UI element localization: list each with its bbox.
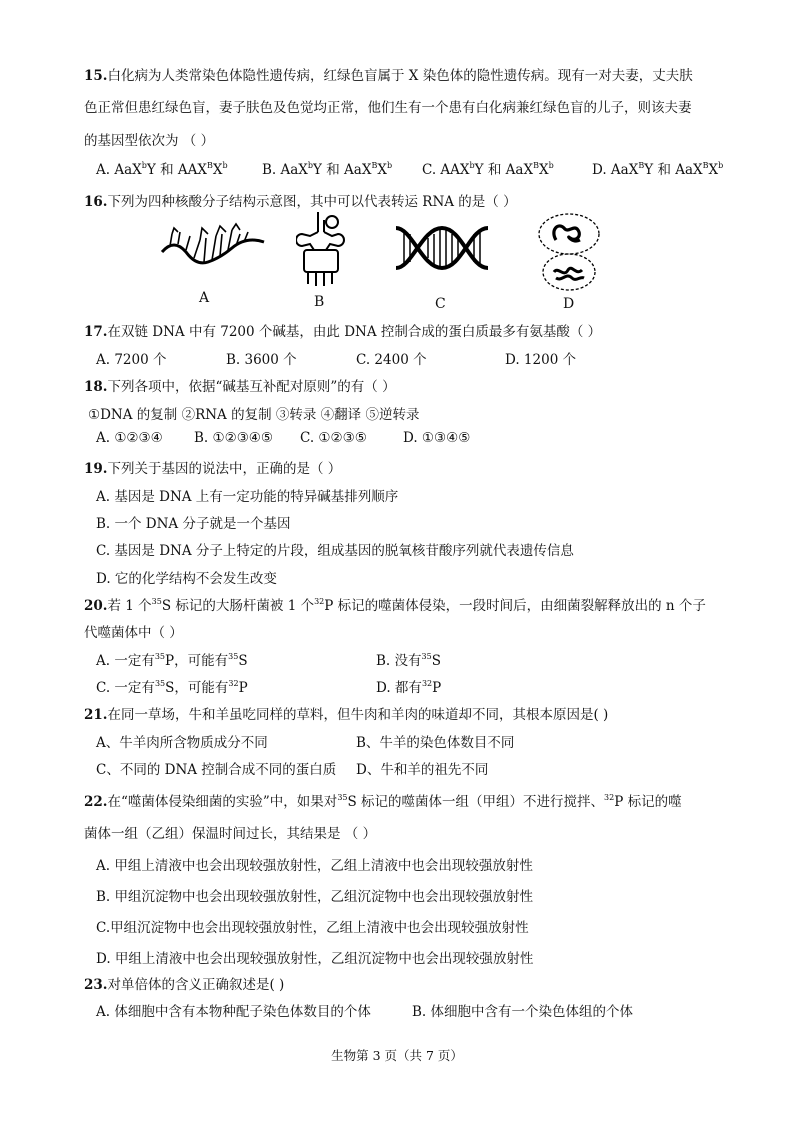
q18-option-d[interactable]: D. ①③④⑤ (403, 430, 471, 446)
q22-option-b[interactable]: B. 甲组沉淀物中也会出现较强放射性，乙组沉淀物中也会出现较强放射性 (96, 889, 534, 905)
q15-option-b[interactable]: B. AaX$^b$Y 和 $AaX^BX^b$ (262, 161, 393, 178)
q18-option-c[interactable]: C. ①②③⑤ (300, 430, 367, 446)
q17-option-c[interactable]: C. 2400 个 (356, 352, 427, 368)
q17-option-b[interactable]: B. 3600 个 (226, 352, 297, 368)
q22-option-d[interactable]: D. 甲组上清液中也会出现较强放射性，乙组沉淀物中也会出现较强放射性 (96, 951, 534, 967)
q21-option-c[interactable]: C、不同的 DNA 控制合成不同的蛋白质 (96, 762, 337, 778)
q21-option-b[interactable]: B、牛羊的染色体数目不同 (356, 735, 515, 751)
q16-number: 16. (84, 194, 108, 210)
dna-helix-figure-c[interactable] (394, 222, 490, 274)
q20-line1: 20.若 1 个$^{35}$S 标记的大肠杆菌被 1 个$^{32}$P 标记的噬菌体侵染，一段时间后，由细菌裂解释放出的 n 个子 (84, 597, 706, 614)
q19-option-c[interactable]: C. 基因是 DNA 分子上特定的片段，组成基因的脱氧核苷酸序列就代表遗传信息 (96, 543, 574, 559)
q16-line (84, 190, 517, 210)
q23-option-a[interactable]: A. 体细胞中含有本物种配子染色体数目的个体 (96, 1004, 371, 1020)
q23-text: 对单倍体的含义正确叙述是( ) (107, 977, 285, 993)
q17-option-d[interactable]: D. 1200 个 (505, 352, 577, 368)
q15-number: 15. (84, 68, 108, 84)
q20-option-a[interactable]: A. 一定有$^{35}$P，可能有$^{35}$S (96, 652, 248, 669)
q18-line (84, 375, 396, 395)
q19-line (84, 457, 341, 477)
q21-option-d[interactable]: D、牛和羊的祖先不同 (356, 762, 489, 778)
q22-option-a[interactable]: A. 甲组上清液中也会出现较强放射性，乙组上清液中也会出现较强放射性 (96, 858, 533, 874)
nucleic-acid-figure-d[interactable] (536, 212, 602, 296)
q19-number: 19. (84, 461, 108, 477)
figure-c-caption: C (435, 296, 446, 312)
q15-text: 白化病为人类常染色体隐性遗传病，红绿色盲属于 X 染色体的隐性遗传病。现有一对夫妻，丈夫肤 (107, 68, 693, 84)
q19-text: 下列关于基因的说法中，正确的是（ ） (107, 461, 342, 477)
q20-line2: 代噬菌体中（ ） (84, 625, 183, 641)
q21-line (84, 703, 608, 723)
figure-d-caption: D (563, 296, 575, 312)
q16-text: 下列为四种核酸分子结构示意图，其中可以代表转运 RNA 的是（ ） (107, 194, 517, 210)
q19-option-d[interactable]: D. 它的化学结构不会发生改变 (96, 571, 277, 587)
figure-b-caption: B (314, 294, 325, 310)
q21-option-a[interactable]: A、牛羊肉所含物质成分不同 (96, 735, 268, 751)
q21-number: 21. (84, 707, 108, 723)
q22-line2: 菌体一组（乙组）保温时间过长，其结果是 （ ） (84, 826, 377, 842)
q22-option-c[interactable]: C.甲组沉淀物中也会出现较强放射性，乙组上清液中也会出现较强放射性 (96, 920, 529, 936)
q17-text: 在双链 DNA 中有 7200 个碱基，由此 DNA 控制合成的蛋白质最多有氨基酸（ ） (107, 324, 602, 340)
q20-number: 20. (84, 598, 108, 614)
q17-option-a[interactable]: A. 7200 个 (96, 352, 167, 368)
page-footer: 生物第 3 页（共 7 页） (331, 1048, 463, 1063)
figure-a-caption: A (199, 290, 210, 306)
q23-line (84, 973, 284, 993)
q20-option-c[interactable]: C. 一定有$^{35}$S，可能有$^{32}$P (96, 679, 248, 696)
q19-option-a[interactable]: A. 基因是 DNA 上有一定功能的特异碱基排列顺序 (96, 489, 399, 505)
q22-line1: 22.在“噬菌体侵染细菌的实验”中，如果对$^{35}$S 标记的噬菌体一组（甲组）不进行搅拌、$^{32}$P 标记的噬 (84, 793, 682, 810)
q15-option-d[interactable]: D. AaX$^B$Y 和 $AaX^BX^b$ (592, 161, 724, 178)
q23-number: 23. (84, 977, 108, 993)
q18-items: ①DNA 的复制 ②RNA 的复制 ③转录 ④翻译 ⑤逆转录 (88, 407, 420, 423)
q22-number: 22. (84, 794, 108, 810)
nucleic-acid-figure-a[interactable] (160, 222, 268, 274)
q15-line2: 色正常但患红绿色盲，妻子肤色及色觉均正常，他们生有一个患有白化病兼红绿色盲的儿子，则该夫妻 (84, 100, 692, 116)
q18-text: 下列各项中，依据“碱基互补配对原则”的有（ ） (107, 379, 396, 395)
trna-figure-b[interactable] (296, 210, 346, 292)
q18-option-a[interactable]: A. ①②③④ (96, 430, 163, 446)
q15-line1 (84, 64, 693, 84)
q15-option-c[interactable]: C. AAX$^b$Y 和 $AaX^BX^b$ (422, 161, 554, 178)
q18-number: 18. (84, 379, 108, 395)
q17-number: 17. (84, 324, 108, 340)
q15-line3: 的基因型依次为 （ ） (84, 133, 215, 149)
q23-option-b[interactable]: B. 体细胞中含有一个染色体组的个体 (412, 1004, 634, 1020)
q17-line (84, 320, 601, 340)
q18-option-b[interactable]: B. ①②③④⑤ (194, 430, 274, 446)
q19-option-b[interactable]: B. 一个 DNA 分子就是一个基因 (96, 516, 291, 532)
q20-option-d[interactable]: D. 都有$^{32}$P (376, 679, 442, 696)
q21-text: 在同一草场，牛和羊虽吃同样的草料，但牛肉和羊肉的味道却不同，其根本原因是( ) (107, 707, 609, 723)
q15-option-a[interactable]: A. AaX$^b$Y 和 $AAX^BX^b$ (96, 161, 228, 178)
q20-option-b[interactable]: B. 没有$^{35}$S (376, 652, 441, 669)
